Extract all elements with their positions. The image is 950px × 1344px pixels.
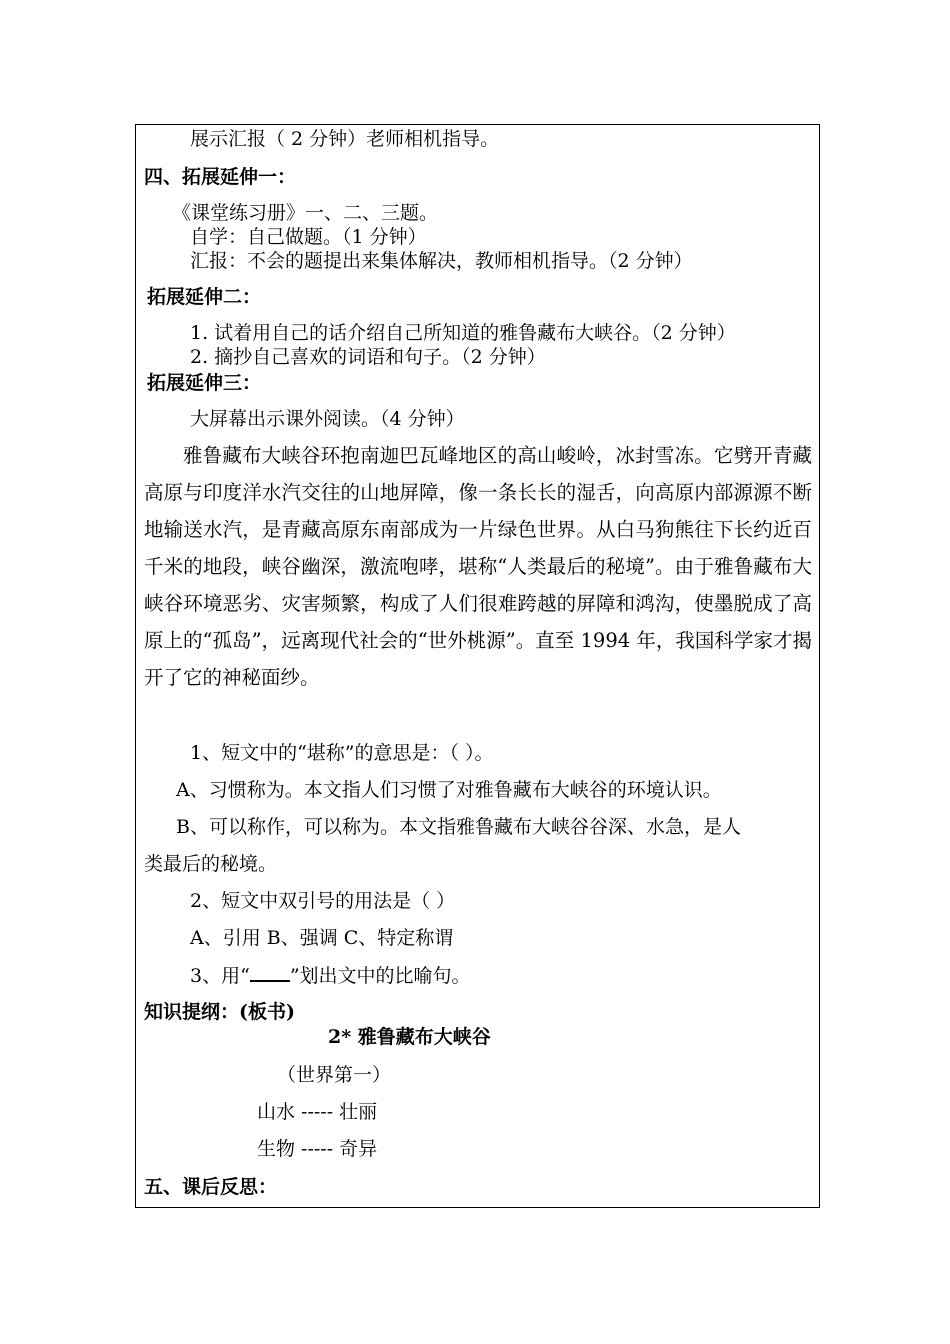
reading-passage: 雅鲁藏布大峡谷环抱南迦巴瓦峰地区的高山峻岭，冰封雪冻。它劈开青藏高原与印度洋水汽交往的山地屏障，像一条长长的湿舌，向高原内部源源不断地输送水汽，是青藏高原东南部成为一片绿色世界。从白马狗熊往下长约近百千米的地段，峡谷幽深，激流咆哮，堪称“人类最后的秘境”。由于雅鲁藏布大峡谷环境恶劣、灾害频繁，构成了人们很难跨越的屏障和鸿沟，使墨脱成了高原上的“孤岛”，远离现代社会的“世外桃源”。直至 1994 年，我国科学家才揭开了它的神秘面纱。 <box>144 444 812 689</box>
board-subtitle: （世界第一） <box>277 1064 392 1086</box>
question-1-option-a: A、习惯称为。本文指人们习惯了对雅鲁藏布大峡谷的环境认识。 <box>176 779 722 801</box>
question-1-option-b-cont: 类最后的秘境。 <box>144 853 278 875</box>
extension-two-item-2: 2. 摘抄自己喜欢的词语和句子。（2 分钟） <box>190 346 546 368</box>
question-3-suffix: ”划出文中的比喻句。 <box>289 965 471 987</box>
report-line: 展示汇报（ 2 分钟）老师相机指导。 <box>190 128 500 150</box>
exercise-book-line: 《课堂练习册》一、二、三题。 <box>172 202 439 224</box>
board-title: 2* 雅鲁藏布大峡谷 <box>328 1026 491 1048</box>
section-four-heading: 四、拓展延伸一： <box>144 166 297 188</box>
extension-two-item-1: 1. 试着用自己的话介绍自己所知道的雅鲁藏布大峡谷。（2 分钟） <box>190 322 736 344</box>
extension-three-heading: 拓展延伸三： <box>147 372 262 394</box>
underline-blank <box>250 964 290 982</box>
extension-two-heading: 拓展延伸二： <box>147 286 262 308</box>
question-2-options: A、引用 B、强调 C、特定称谓 <box>190 927 454 949</box>
question-1-option-b: B、可以称作，可以称为。本文指雅鲁藏布大峡谷谷深、水急，是人 <box>176 816 741 838</box>
board-row-landscape: 山水 ----- 壮丽 <box>257 1101 378 1123</box>
report-discussion-line: 汇报：不会的题提出来集体解决，教师相机指导。（2 分钟） <box>190 250 693 272</box>
big-screen-line: 大屏幕出示课外阅读。（4 分钟） <box>190 408 465 430</box>
self-study-line: 自学：自己做题。（1 分钟） <box>190 226 427 248</box>
outline-heading: 知识提纲：(板书) <box>144 1001 295 1023</box>
question-1: 1、短文中的“堪称”的意思是：（ ）。 <box>190 742 494 764</box>
question-2: 2、短文中双引号的用法是（ ） <box>190 890 456 912</box>
question-3-prefix: 3、用“ <box>190 965 250 987</box>
question-3 <box>190 964 471 987</box>
board-row-biology: 生物 ----- 奇异 <box>257 1138 378 1160</box>
section-five-heading: 五、课后反思： <box>144 1176 278 1198</box>
